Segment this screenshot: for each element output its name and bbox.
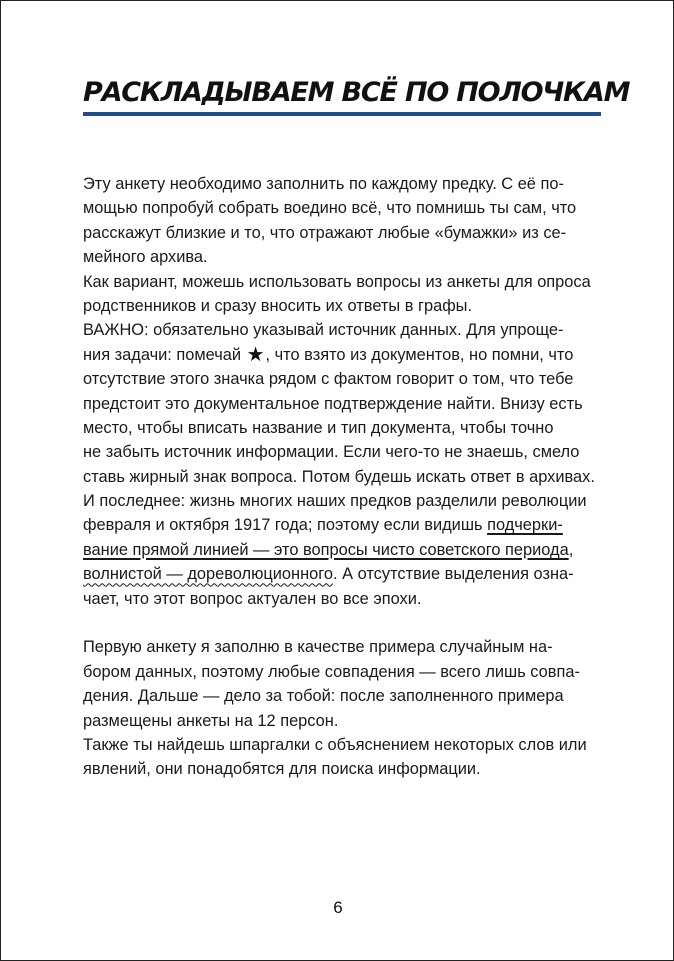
text-line: предстоит это документальное подтверждение найти. Внизу есть	[83, 394, 583, 413]
page-title: РАСКЛАДЫВАЕМ ВСЁ ПО ПОЛОЧКАМ	[83, 77, 630, 108]
page-number: 6	[333, 898, 343, 917]
text-fragment: ,	[568, 540, 574, 559]
text-fragment: , что взято из документов, но помни, что	[265, 345, 574, 364]
text-fragment: . А отсутствие выделения озна-	[333, 565, 574, 584]
straight-underlined-text: вание прямой линией — это вопросы чисто советского периода	[83, 540, 569, 559]
text-line: мощью попробуй собрать воедино всё, что помнишь ты сам, что	[83, 199, 577, 218]
text-line	[83, 538, 603, 562]
text-fragment: ния задачи: помечай	[83, 345, 246, 364]
text-line	[83, 562, 603, 586]
text-line: не забыть источник информации. Если чего-то не знаешь, смело	[83, 443, 580, 462]
body-text	[83, 172, 603, 782]
text-line: Также ты найдешь шпаргалки с объяснением некоторых слов или	[83, 735, 587, 754]
text-line: ставь жирный знак вопроса. Потом будешь искать ответ в архивах.	[83, 467, 595, 486]
text-line: место, чтобы вписать название и тип документа, чтобы точно	[83, 418, 554, 437]
text-line: родственников и сразу вносить их ответы в графы.	[83, 296, 473, 315]
text-line: Первую анкету я заполню в качестве примера случайным на-	[83, 638, 553, 657]
wavy-underlined-text: волнистой — дореволюционного	[83, 565, 333, 584]
text-line: дения. Дальше — дело за тобой: после заполненного примера	[83, 687, 564, 706]
text-line: Как вариант, можешь использовать вопросы из анкеты для опроса	[83, 272, 591, 291]
text-line	[83, 343, 603, 367]
star-icon: ★	[246, 343, 265, 366]
text-line: И последнее: жизнь многих наших предков разделили революции	[83, 492, 587, 511]
text-line: чает, что этот вопрос актуален во все эпохи.	[83, 589, 422, 608]
title-underline-rule	[83, 112, 601, 116]
text-line: расскажут близкие и то, что отражают любые «бумажки» из се-	[83, 223, 567, 242]
text-line: ВАЖНО: обязательно указывай источник данных. Для упроще-	[83, 321, 564, 340]
text-line	[83, 513, 603, 537]
text-line: явлений, они понадобятся для поиска информации.	[83, 760, 481, 779]
text-line: мейного архива.	[83, 248, 208, 267]
straight-underlined-text: подчерки-	[487, 516, 563, 535]
text-line: бором данных, поэтому любые совпадения — всего лишь совпа-	[83, 662, 580, 681]
text-line: Эту анкету необходимо заполнить по каждому предку. С её по-	[83, 175, 564, 193]
text-line: размещены анкеты на 12 персон.	[83, 711, 339, 730]
paragraph-gap	[83, 611, 603, 635]
text-fragment: февраля и октября 1917 года; поэтому если видишь	[83, 516, 488, 535]
text-line: отсутствие этого значка рядом с фактом говорит о том, что тебе	[83, 370, 574, 389]
